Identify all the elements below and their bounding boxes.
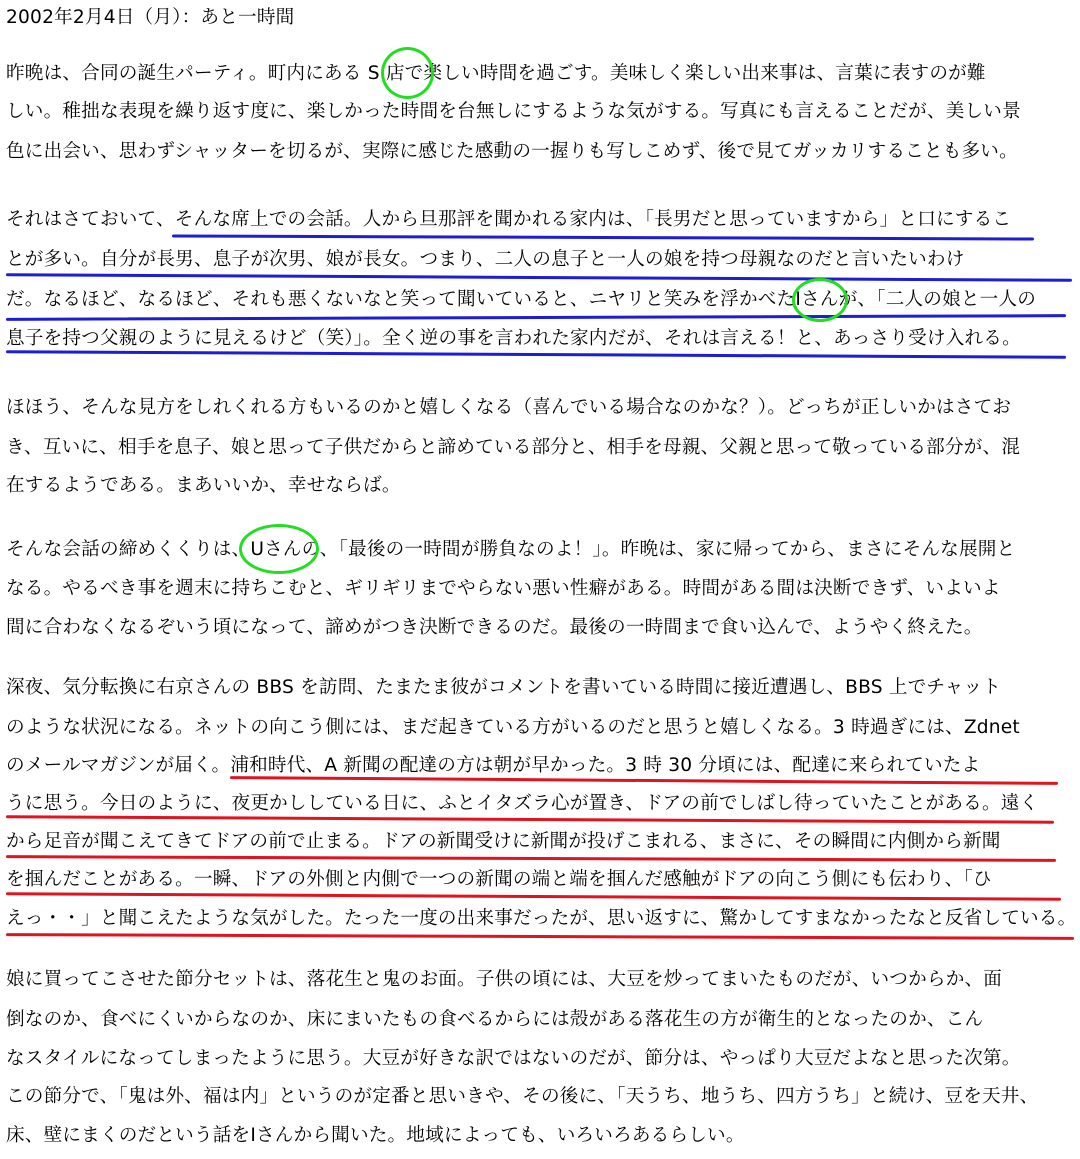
paragraph-line: から足音が聞こえてきてドアの前で止まる。ドアの新聞受けに新聞が投げこまれる、まさに、その瞬間に内側から新聞	[6, 831, 1001, 852]
paragraph-line: 娘に買ってこさせた節分セットは、落花生と鬼のお面。子供の頃には、大豆を炒ってまいたものだが、いつからか、面	[6, 969, 1003, 990]
paragraph-line: それはさておいて、そんな席上での会話。人から旦那評を聞かれる家内は、「長男だと思っていますから」と口にするこ	[6, 209, 1012, 230]
paragraph-line: そんな会話の締めくくりは、Uさんの、「最後の一時間が勝負なのよ！」。昨晩は、家に帰ってから、まさにそんな展開と	[6, 539, 1016, 560]
blue-underline	[6, 273, 1072, 282]
paragraph-line: とが多い。自分が長男、息子が次男、娘が長女。つまり、二人の息子と一人の娘を持つ母親なのだと言いたいわけ	[6, 249, 965, 270]
green-circle-i-san	[792, 278, 848, 322]
paragraph-line: 倒なのか、食べにくいからなのか、床にまいたもの食べるからには殻がある落花生の方が衛生的となったのか、こん	[6, 1009, 984, 1030]
red-underline	[6, 815, 1054, 823]
paragraph-line: 息子を持つ父親のように見えるけど（笑）」。全く逆の事を言われた家内だが、それは言える！と、あっさり受け入れる。	[6, 328, 1021, 349]
paragraph-line: を掴んだことがある。一瞬、ドアの外側と内側で一つの新聞の端と端を掴んだ感触がドアの向こう側にも伝わり、「ひ	[6, 869, 992, 890]
paragraph-line: 床、壁にまくのだという話をIさんから聞いた。地域によっても、いろいろあるらしい。	[6, 1125, 745, 1146]
paragraph-line: ほほう、そんな見方をしれくれる方もいるのかと嬉しくなる（喜んでいる場合なのかな？）。どっちが正しいかはさてお	[6, 397, 1012, 418]
green-circle-s-store	[381, 47, 434, 99]
paragraph-line: 昨晩は、合同の誕生パーティ。町内にある S 店で楽しい時間を過ごす。美味しく楽しい出来事は、言葉に表すのが難	[6, 63, 986, 84]
paragraph-line: なスタイルになってしまったように思う。大豆が好きな訳ではないのだが、節分は、やっぱり大豆だよなと思った次第。	[6, 1048, 1021, 1069]
green-circle-u-san	[239, 524, 319, 574]
paragraph-line: だ。なるほど、なるほど、それも悪くないなと笑って聞いていると、ニヤリと笑みを浮かべたIさんが、「二人の娘と一人の	[6, 289, 1037, 310]
paragraph-line: なる。やるべき事を週末に持ちこむと、ギリギリまでやらない悪い性癖がある。時間がある間は決断できず、いよいよ	[6, 578, 1001, 599]
paragraph-line: しい。稚拙な表現を繰り返す度に、楽しかった時間を台無しにするような気がする。写真にも言えることだが、美しい景	[6, 101, 1021, 122]
red-underline	[6, 892, 1061, 901]
paragraph-line: き、互いに、相手を息子、娘と思って子供だからと諦めている部分と、相手を母親、父親と思って敬っている部分が、混	[6, 437, 1021, 458]
paragraph-line: この節分で、「鬼は外、福は内」というのが定番と思いきや、その後に、「天うち、地うち、四方うち」と続け、豆を天井、	[6, 1086, 1039, 1107]
paragraph-line: 深夜、気分転換に右京さんの BBS を訪問、たまたま彼がコメントを書いている時間に接近遭遇し、BBS 上でチャット	[6, 677, 1002, 698]
red-underline	[6, 855, 1056, 862]
paragraph-line: うに思う。今日のように、夜更かししている日に、ふとイタズラ心が置き、ドアの前でしばし待っていたことがある。遠く	[6, 793, 1039, 814]
paragraph-line: のような状況になる。ネットの向こう側には、まだ起きている方がいるのだと思うと嬉しくなる。3 時過ぎには、Zdnet	[6, 717, 1020, 738]
red-underline	[6, 933, 1074, 940]
paragraph-line: のメールマガジンが届く。浦和時代、A 新聞の配達の方は朝が早かった。3 時 30 分頃には、配達に来られていたよ	[6, 755, 981, 776]
paragraph-line: 色に出会い、思わずシャッターを切るが、実際に感じた感動の一握りも写しこめず、後で見てガッカリすることも多い。	[6, 141, 1018, 162]
page-title: 2002年2月4日（月）：あと一時間	[6, 7, 295, 28]
blue-underline	[6, 314, 1066, 321]
paragraph-line: 在するようである。まあいいか、幸せならば。	[6, 475, 401, 496]
blue-underline	[6, 350, 1066, 359]
paragraph-line: 間に合わなくなるぞいう頃になって、諦めがつき決断できるのだ。最後の一時間まで食い込んで、ようやく終えた。	[6, 617, 983, 638]
blue-underline	[172, 234, 1034, 240]
paragraph-line: えっ・・」と聞こえたような気がした。たった一度の出来事だったが、思い返すに、驚かしてすまなかったなと反省している。	[6, 908, 1077, 929]
